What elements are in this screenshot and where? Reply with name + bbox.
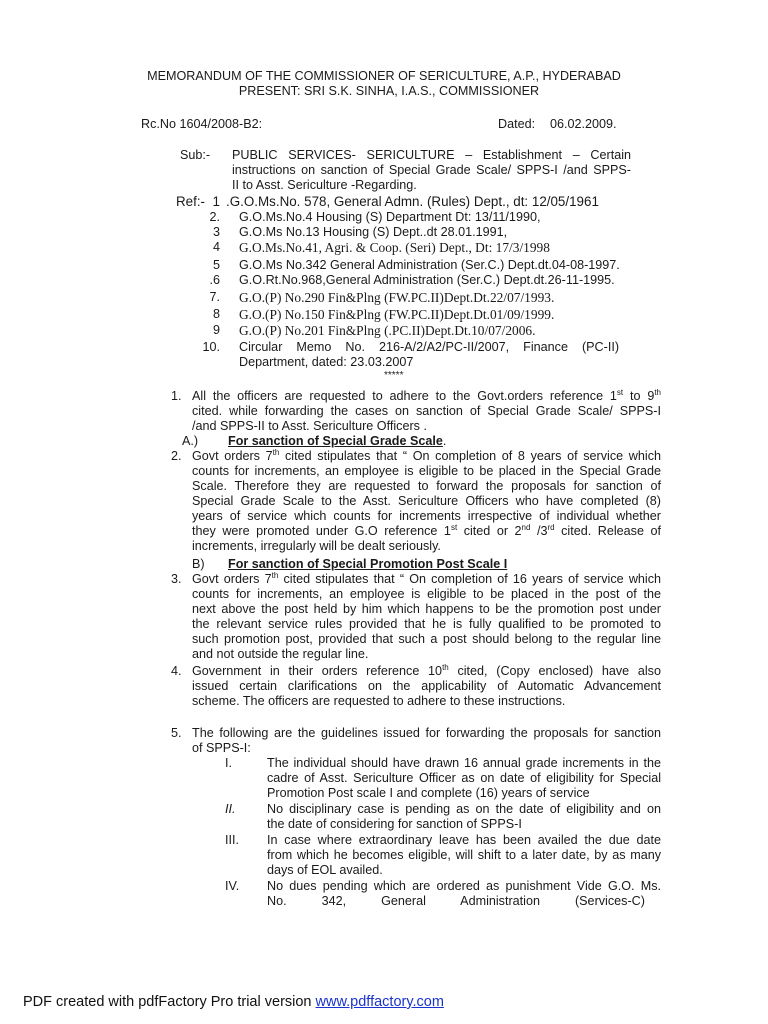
- para-line: such promotion post, provided that such a post should belong to the regular line: [192, 632, 661, 646]
- para-line: Special Grade Scale to the Asst. Sericulture Officers who have completed (8): [192, 494, 661, 508]
- ref-text: G.O.Ms.No.41, Agri. & Coop. (Seri) Dept., Dt: 17/3/1998: [239, 240, 550, 255]
- guideline-line: days of EOL availed.: [267, 863, 383, 877]
- ref-text: .G.O.Ms.No. 578, General Admn. (Rules) Dept., dt: 12/05/1961: [226, 194, 599, 209]
- paragraph-2: [192, 449, 661, 554]
- text-run: All the officers are requested to adhere to the Govt.orders reference 1: [192, 389, 617, 403]
- para-line: increments, irregularly will be dealt seriously.: [192, 539, 441, 553]
- para-line: cited. while forwarding the cases on sanction of Special Grade Scale/ SPPS-I: [192, 404, 661, 418]
- para-line: [192, 664, 661, 679]
- ref-text: G.O.(P) No.290 Fin&Plng (FW.PC.II)Dept.Dt.22/07/1993.: [239, 290, 555, 305]
- ref-num: .6: [209, 273, 220, 287]
- ref-num: 5: [212, 258, 220, 272]
- guideline-num: I.: [225, 756, 232, 770]
- dated-value: 06.02.2009.: [550, 117, 617, 131]
- para-line: The following are the guidelines issued for forwarding the proposals for sanction: [192, 726, 661, 740]
- separator-stars: *****: [384, 370, 404, 381]
- superscript: st: [616, 387, 624, 397]
- guideline-line: No disciplinary case is pending as on the date of eligibility and on: [267, 802, 661, 816]
- section-b-heading: [228, 557, 507, 572]
- para-line: scheme. The officers are requested to adhere to these instructions.: [192, 694, 566, 708]
- para-line: [192, 449, 661, 464]
- para-line: Scale. Therefore they are requested to forward the proposals for sanction of: [192, 479, 661, 493]
- text-run: cited. Release of: [554, 524, 661, 538]
- subject-label: Sub:-: [180, 148, 211, 162]
- para-line: [192, 389, 661, 404]
- ref-num: 10.: [202, 340, 220, 354]
- section-b-title: For sanction of Special Promotion Post Scale I: [228, 557, 508, 571]
- para-line: issued certain clarifications on the applicability of Automatic Advancement: [192, 679, 661, 693]
- para-line: [192, 524, 661, 539]
- present-line: PRESENT: SRI S.K. SINHA, I.A.S., COMMISSIONER: [238, 84, 540, 98]
- subject-line: instructions on sanction of Special Grade Scale/ SPPS-I /and SPPS-: [232, 163, 631, 177]
- ref-num: 8: [212, 307, 220, 321]
- ref-text: G.O.Ms.No.4 Housing (S) Department Dt: 13/11/1990,: [239, 210, 541, 224]
- ref-text: G.O.(P) No.201 Fin&Plng (.PC.II)Dept.Dt.10/07/2006.: [239, 323, 536, 338]
- para-num: 3.: [171, 572, 182, 586]
- dated-label: Dated:: [498, 117, 536, 131]
- subject-text: [232, 148, 631, 193]
- guideline-item: [267, 802, 661, 832]
- memo-heading: MEMORANDUM OF THE COMMISSIONER OF SERICULTURE, A.P., HYDERABAD: [147, 69, 621, 83]
- superscript: th: [272, 447, 280, 457]
- guideline-line: The individual should have drawn 16 annual grade increments in the: [267, 756, 661, 770]
- para-line: next above the post held by him which happens to be the promotion post under: [192, 602, 661, 616]
- superscript: st: [450, 522, 458, 532]
- guideline-item: [267, 756, 661, 801]
- guideline-line: In case where extraordinary leave has been availed the due date: [267, 833, 661, 847]
- ref-num: 9: [212, 323, 220, 337]
- para-line: [192, 572, 661, 587]
- para-num: 5.: [171, 726, 182, 740]
- text-run: Govt orders 7: [192, 449, 273, 463]
- ref-num: 7.: [209, 290, 220, 304]
- guideline-num: III.: [225, 833, 239, 847]
- para-line: of SPPS-I:: [192, 741, 251, 755]
- guideline-line: No. 342, General Administration (Services-C): [267, 894, 645, 908]
- ref-text: Department, dated: 23.03.2007: [239, 355, 414, 369]
- superscript: th: [442, 662, 449, 672]
- section-a-title: For sanction of Special Grade Scale: [228, 434, 443, 448]
- para-num: 4.: [171, 664, 182, 678]
- para-num: 2.: [171, 449, 182, 463]
- text-run: Government in their orders reference 10: [192, 664, 443, 678]
- para-num: 1.: [171, 389, 182, 403]
- para-line: years of service which counts for increments irrespective of individual whether: [192, 509, 661, 523]
- guideline-line: No dues pending which are ordered as punishment Vide G.O. Ms.: [267, 879, 661, 893]
- superscript: th: [271, 570, 279, 580]
- para-line: and not outside the regular line.: [192, 647, 369, 661]
- ref-text: G.O.(P) No.150 Fin&Plng (FW.PC.II)Dept.Dt.01/09/1999.: [239, 307, 555, 322]
- text-run: cited, (Copy enclosed) have also: [448, 664, 661, 678]
- ref-num: 4: [212, 240, 220, 254]
- section-b-label: B): [192, 557, 205, 571]
- rc-number: Rc.No 1604/2008-B2:: [141, 117, 263, 131]
- ref-text: Circular Memo No. 216-A/2/A2/PC-II/2007, Finance (PC-II): [239, 340, 620, 354]
- text-run: Govt orders 7: [192, 572, 272, 586]
- guideline-num: IV.: [225, 879, 240, 893]
- para-line: counts for increments, an employee is eligible to be placed in the Special Grade: [192, 464, 661, 478]
- ref-label: Ref:-: [176, 194, 206, 209]
- superscript: nd: [521, 522, 531, 532]
- para-line: the relevant service rules provided that he is fully qualified to be promoted to: [192, 617, 661, 631]
- text-run: they were promoted under G.O reference 1: [192, 524, 451, 538]
- text-run: cited stipulates that “ On completion of 16 years of service which: [278, 572, 662, 586]
- guideline-line: from which he becomes eligible, will shift to a later date, by as many: [267, 848, 661, 862]
- ref-text: G.O.Ms No.342 General Administration (Ser.C.) Dept.dt.04-08-1997.: [239, 258, 620, 272]
- ref-text: G.O.Rt.No.968,General Administration (Ser.C.) Dept.dt.26-11-1995.: [239, 273, 615, 287]
- ref-num: 1: [212, 194, 220, 209]
- ref-text: G.O.Ms No.13 Housing (S) Dept..dt 28.01.1991,: [239, 225, 508, 239]
- guideline-item: [267, 833, 661, 878]
- para-line: /and SPPS-II to Asst. Sericulture Officers .: [192, 419, 427, 433]
- guideline-line: the date of considering for sanction of SPPS-I: [267, 817, 522, 831]
- text-run: to 9: [623, 389, 655, 403]
- section-a-heading: [228, 434, 446, 449]
- superscript: rd: [547, 522, 555, 532]
- text-run: .: [442, 434, 447, 448]
- paragraph-4: [192, 664, 661, 709]
- superscript: th: [654, 387, 661, 397]
- text-run: cited or 2: [457, 524, 522, 538]
- footer-text: PDF created with pdfFactory Pro trial version: [23, 994, 316, 1010]
- text-run: cited stipulates that “ On completion of 8 years of service which: [279, 449, 662, 463]
- guideline-line: cadre of Asst. Sericulture Officer as on date of eligibility for Special: [267, 771, 661, 785]
- text-run: /3: [530, 524, 548, 538]
- section-a-label: A.): [182, 434, 199, 448]
- ref-num: 3: [212, 225, 220, 239]
- guideline-line: Promotion Post scale I and complete (16) years of service: [267, 786, 590, 800]
- subject-line: II to Asst. Sericulture -Regarding.: [232, 178, 417, 192]
- paragraph-3: [192, 572, 661, 662]
- guideline-num: II.: [225, 802, 236, 816]
- paragraph-5: [192, 726, 661, 756]
- subject-line: PUBLIC SERVICES- SERICULTURE – Establishment – Certain: [232, 148, 631, 162]
- pdf-footer: [23, 994, 444, 1010]
- guideline-item: [267, 879, 661, 909]
- ref-num: 2.: [209, 210, 220, 224]
- pdffactory-link[interactable]: www.pdffactory.com: [315, 994, 444, 1010]
- para-line: counts for increments, an employee is eligible to be placed in the post of the: [192, 587, 661, 601]
- paragraph-1: [192, 389, 661, 434]
